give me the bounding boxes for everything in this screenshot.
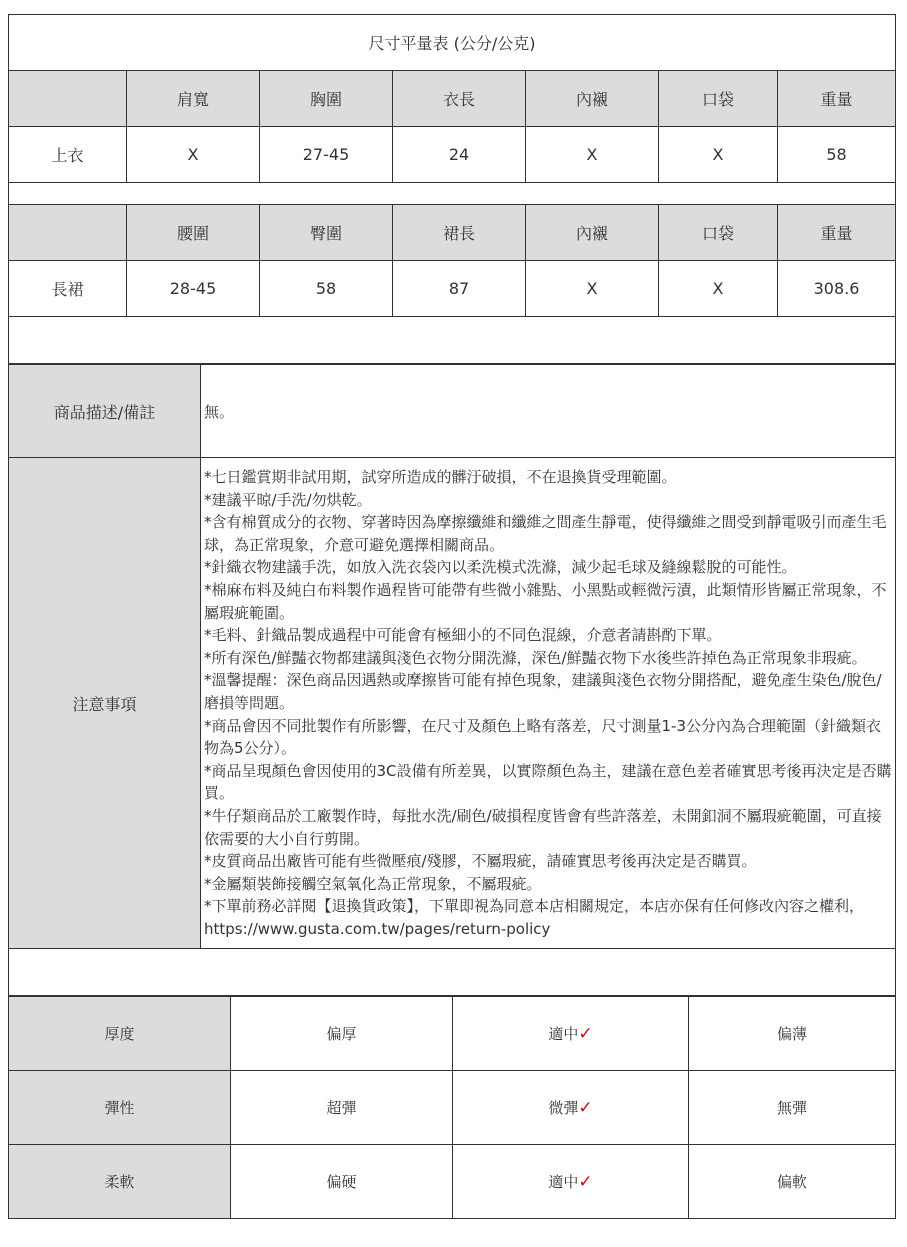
feel-table — [8, 996, 896, 1219]
top-header-cell: 肩寬 — [127, 71, 260, 127]
skirt-value-row — [9, 261, 896, 317]
top-value-row — [9, 127, 896, 183]
feel-option-label: 偏薄 — [776, 1025, 807, 1044]
feel-row — [9, 997, 896, 1071]
note-line: *七日鑑賞期非試用期，試穿所造成的髒汙破損，不在退換貨受理範圍。 — [204, 468, 677, 486]
feel-option — [231, 997, 453, 1071]
section-spacer — [9, 317, 896, 364]
top-header-cell: 口袋 — [659, 71, 778, 127]
feel-label: 柔軟 — [9, 1145, 231, 1219]
table-spacer — [9, 183, 896, 205]
feel-option — [453, 997, 689, 1071]
feel-option-label: 偏厚 — [326, 1025, 357, 1044]
feel-row — [9, 1071, 896, 1145]
top-header-cell: 衣長 — [393, 71, 526, 127]
note-line: *牛仔類商品於工廠製作時，每批水洗/刷色/破損程度皆會有些許落差，未開釦洞不屬瑕疵範圍，可直接依需要的大小自行剪開。 — [204, 806, 882, 848]
feel-option-label: 微彈 — [548, 1099, 579, 1118]
top-value-cell: 上衣 — [9, 127, 127, 183]
skirt-header-cell: 腰圍 — [127, 205, 260, 261]
feel-option — [231, 1145, 453, 1219]
note-line: *含有棉質成分的衣物、穿著時因為摩擦纖維和纖維之間產生靜電，使得纖維之間受到靜電吸引而產生毛球，為正常現象，介意可避免選擇相關商品。 — [204, 513, 887, 554]
note-line: *下單前務必詳閱【退換貨政策】，下單即視為同意本店相關規定，本店亦保有任何修改內容之權利，https://www.gusta.com.tw/pages/return-policy — [204, 897, 865, 938]
skirt-value-cell: 308.6 — [778, 261, 896, 317]
feel-option-label: 偏硬 — [326, 1173, 357, 1192]
top-value-cell: 27-45 — [260, 127, 393, 183]
feel-option-label: 適中 — [548, 1173, 579, 1192]
skirt-value-cell: 長裙 — [9, 261, 127, 317]
notes-content — [201, 458, 896, 949]
feel-option — [231, 1071, 453, 1145]
skirt-header-cell: 臀圍 — [260, 205, 393, 261]
description-label: 商品描述/備註 — [9, 365, 201, 458]
feel-option — [689, 1145, 896, 1219]
note-line: *所有深色/鮮豔衣物都建議與淺色衣物分開洗滌，深色/鮮豔衣物下水後些許掉色為正常現象非瑕疵。 — [204, 648, 867, 667]
size-chart-table — [8, 14, 896, 364]
feel-option-label: 適中 — [548, 1025, 579, 1044]
note-line: *商品會因不同批製作有所影響，在尺寸及顏色上略有落差，尺寸測量1-3公分內為合理範圍（針織類衣物為5公分）。 — [204, 716, 882, 758]
top-header-row — [9, 71, 896, 127]
skirt-value-cell: X — [659, 261, 778, 317]
skirt-value-cell: 28-45 — [127, 261, 260, 317]
feel-option — [689, 997, 896, 1071]
top-value-cell: X — [659, 127, 778, 183]
feel-label: 彈性 — [9, 1071, 231, 1145]
top-header-cell: 胸圍 — [260, 71, 393, 127]
top-value-cell: 24 — [393, 127, 526, 183]
skirt-header-cell: 重量 — [778, 205, 896, 261]
feel-option — [689, 1071, 896, 1145]
note-line: *商品呈現顏色會因使用的3C設備有所差異，以實際顏色為主，建議在意色差者確實思考後再決定是否購買。 — [204, 761, 892, 803]
notes-label: 注意事項 — [9, 458, 201, 949]
check-mark-icon: ✓ — [578, 1172, 593, 1193]
top-value-cell: X — [526, 127, 659, 183]
check-mark-icon: ✓ — [578, 1098, 593, 1119]
skirt-header-cell: 內襯 — [526, 205, 659, 261]
skirt-value-cell: X — [526, 261, 659, 317]
skirt-value-cell: 87 — [393, 261, 526, 317]
note-line: *棉麻布料及純白布料製作過程皆可能帶有些微小雜點、小黑點或輕微污漬，此類情形皆屬正常現象，不屬瑕疵範圍。 — [204, 580, 887, 622]
note-line: *皮質商品出廠皆可能有些微壓痕/殘膠，不屬瑕疵，請確實思考後再決定是否購買。 — [204, 852, 757, 871]
feel-option — [453, 1145, 689, 1219]
top-header-cell: 重量 — [778, 71, 896, 127]
note-line: *毛料、針織品製成過程中可能會有極細小的不同色混線，介意者請斟酌下單。 — [204, 626, 722, 645]
feel-label: 厚度 — [9, 997, 231, 1071]
note-line: *金屬類裝飾接觸空氣氧化為正常現象，不屬瑕疵。 — [204, 874, 542, 893]
top-value-cell: X — [127, 127, 260, 183]
skirt-header-row — [9, 205, 896, 261]
feel-option-label: 無彈 — [776, 1099, 807, 1118]
note-line: *針織衣物建議手洗，如放入洗衣袋內以柔洗模式洗滌，減少起毛球及縫線鬆脫的可能性。 — [204, 558, 797, 577]
note-line: *建議平晾/手洗/勿烘乾。 — [204, 490, 372, 509]
description-value: 無。 — [201, 365, 896, 458]
check-mark-icon: ✓ — [578, 1024, 593, 1045]
notes-table — [8, 364, 896, 996]
product-info — [8, 14, 895, 1219]
top-header-cell: 內襯 — [526, 71, 659, 127]
top-value-cell: 58 — [778, 127, 896, 183]
section-spacer — [9, 949, 896, 996]
skirt-header-cell — [9, 205, 127, 261]
skirt-value-cell: 58 — [260, 261, 393, 317]
feel-option — [453, 1071, 689, 1145]
top-header-cell — [9, 71, 127, 127]
size-chart-title: 尺寸平量表 (公分/公克) — [9, 15, 896, 71]
feel-option-label: 超彈 — [326, 1099, 357, 1118]
feel-option-label: 偏軟 — [776, 1173, 807, 1192]
skirt-header-cell: 裙長 — [393, 205, 526, 261]
note-line: *溫馨提醒：深色商品因遇熱或摩擦皆可能有掉色現象，建議與淺色衣物分開搭配，避免產生染色/脫色/磨損等問題。 — [204, 671, 882, 712]
skirt-header-cell: 口袋 — [659, 205, 778, 261]
feel-row — [9, 1145, 896, 1219]
